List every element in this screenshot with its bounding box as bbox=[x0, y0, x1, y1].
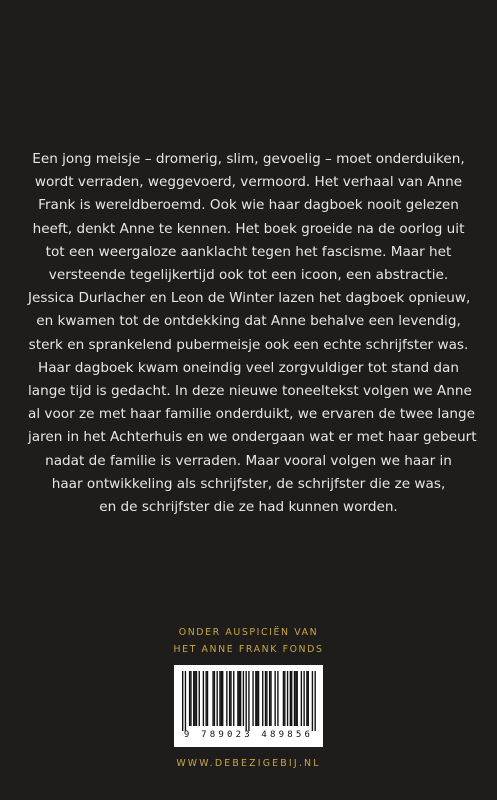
barcode-bar bbox=[301, 671, 302, 726]
barcode-bar bbox=[233, 671, 234, 726]
barcode-bar bbox=[248, 671, 249, 731]
barcode-bar bbox=[190, 671, 191, 726]
barcode-bar bbox=[193, 671, 194, 726]
barcode-bar bbox=[294, 671, 295, 726]
barcode-bar bbox=[290, 671, 291, 726]
foundation-credit-line-1: ONDER AUSPICIËN VAN bbox=[178, 627, 319, 638]
barcode-bar bbox=[297, 671, 298, 726]
barcode-bar bbox=[252, 671, 253, 726]
barcode-bar bbox=[277, 671, 278, 726]
barcode-bar bbox=[230, 671, 231, 726]
blurb-line: heeft, denkt Anne te kennen. Het boek groeide na de oorlog uit bbox=[32, 220, 465, 237]
barcode-bar bbox=[308, 671, 309, 726]
blurb-line: haar ontwikkeling als schrijfster, de schrijfster die ze was, bbox=[51, 475, 446, 492]
blurb-line: en de schrijfster die ze had kunnen worden. bbox=[99, 499, 398, 516]
barcode-bar bbox=[295, 671, 296, 726]
barcode-bar bbox=[229, 671, 230, 726]
barcode-bar bbox=[205, 671, 206, 726]
barcode-bar bbox=[284, 671, 285, 726]
barcode-bar bbox=[291, 671, 292, 726]
barcode-bar bbox=[222, 671, 223, 726]
barcode-bar bbox=[217, 671, 218, 726]
barcode-bar bbox=[265, 671, 266, 726]
barcode-bar bbox=[203, 671, 204, 726]
blurb-line: jaren in het Achterhuis en we ondergaan wat er met haar gebeurt bbox=[28, 429, 477, 446]
barcode-bar bbox=[258, 671, 259, 726]
blurb-line: lange tijd is gedacht. In deze nieuwe toneeltekst volgen we Anne bbox=[28, 383, 472, 400]
barcode-bar bbox=[196, 671, 197, 726]
barcode-bar bbox=[303, 671, 304, 726]
barcode-bar bbox=[245, 671, 246, 731]
barcode-bar bbox=[274, 671, 275, 726]
barcode-bar bbox=[219, 671, 220, 726]
blurb-line: Een jong meisje – dromerig, slim, gevoelig – moet onderduiken, bbox=[32, 151, 465, 167]
isbn-number: 9 789023 489856 bbox=[183, 730, 314, 740]
barcode-bar bbox=[199, 671, 200, 726]
blurb-line: Haar dagboek kwam oneindig veel zorgvuldiger tot stand dan bbox=[37, 359, 460, 376]
barcode-bar bbox=[314, 671, 315, 731]
barcode-bar bbox=[226, 671, 227, 726]
barcode-bar bbox=[262, 671, 263, 726]
barcode-bar bbox=[221, 671, 222, 726]
blurb-line: al voor ze met haar familie onderduikt, we ervaren de twee lange bbox=[28, 406, 476, 423]
barcode-bar bbox=[237, 671, 238, 726]
barcode-bar bbox=[185, 671, 186, 731]
publisher-website: WWW.DEBEZIGEBIJ.NL bbox=[176, 758, 321, 769]
blurb-line: nadat de familie is verraden. Maar vooral volgen we haar in bbox=[45, 452, 452, 469]
barcode-bar bbox=[266, 671, 267, 726]
barcode-bar bbox=[239, 671, 240, 726]
barcode-bar bbox=[189, 671, 190, 726]
blurb-line: sterk en sprankelend pubermeisje ook een echte schrijfster was. bbox=[28, 336, 469, 353]
barcode-bar bbox=[257, 671, 258, 726]
barcode-bar bbox=[182, 671, 183, 731]
barcode-bar bbox=[243, 671, 244, 726]
barcode-bar bbox=[212, 671, 213, 726]
isbn-barcode bbox=[174, 665, 323, 747]
barcode-bar bbox=[306, 671, 307, 726]
barcode-bar bbox=[312, 671, 313, 731]
barcode-bar bbox=[194, 671, 195, 726]
barcode-bar bbox=[270, 671, 271, 726]
blurb-line: en kwamen tot de ontdekking dat Anne behalve een levendig, bbox=[36, 313, 461, 330]
barcode-bar bbox=[207, 671, 208, 726]
blurb-line: wordt verraden, weggevoerd, vermoord. Het verhaal van Anne bbox=[34, 174, 463, 191]
barcode-bar bbox=[255, 671, 256, 726]
blurb-line: tot een weergaloze aanklacht tegen het fascisme. Maar het bbox=[45, 243, 452, 260]
barcode-bar bbox=[214, 671, 215, 726]
blurb-line: Jessica Durlacher en Leon de Winter lazen het dagboek opnieuw, bbox=[28, 290, 471, 307]
barcode-bar bbox=[283, 671, 284, 726]
barcode-bar bbox=[240, 671, 241, 726]
foundation-credit-line-2: HET ANNE FRANK FONDS bbox=[173, 644, 324, 655]
barcode-bar bbox=[287, 671, 288, 726]
barcode-bar bbox=[269, 671, 270, 726]
back-cover-blurb bbox=[28, 148, 477, 519]
blurb-line: Frank is wereldberoemd. Ook wie haar dagboek nooit gelezen bbox=[38, 197, 459, 214]
blurb-line: versteende tegelijkertijd ook tot een icoon, een abstractie. bbox=[48, 267, 449, 284]
